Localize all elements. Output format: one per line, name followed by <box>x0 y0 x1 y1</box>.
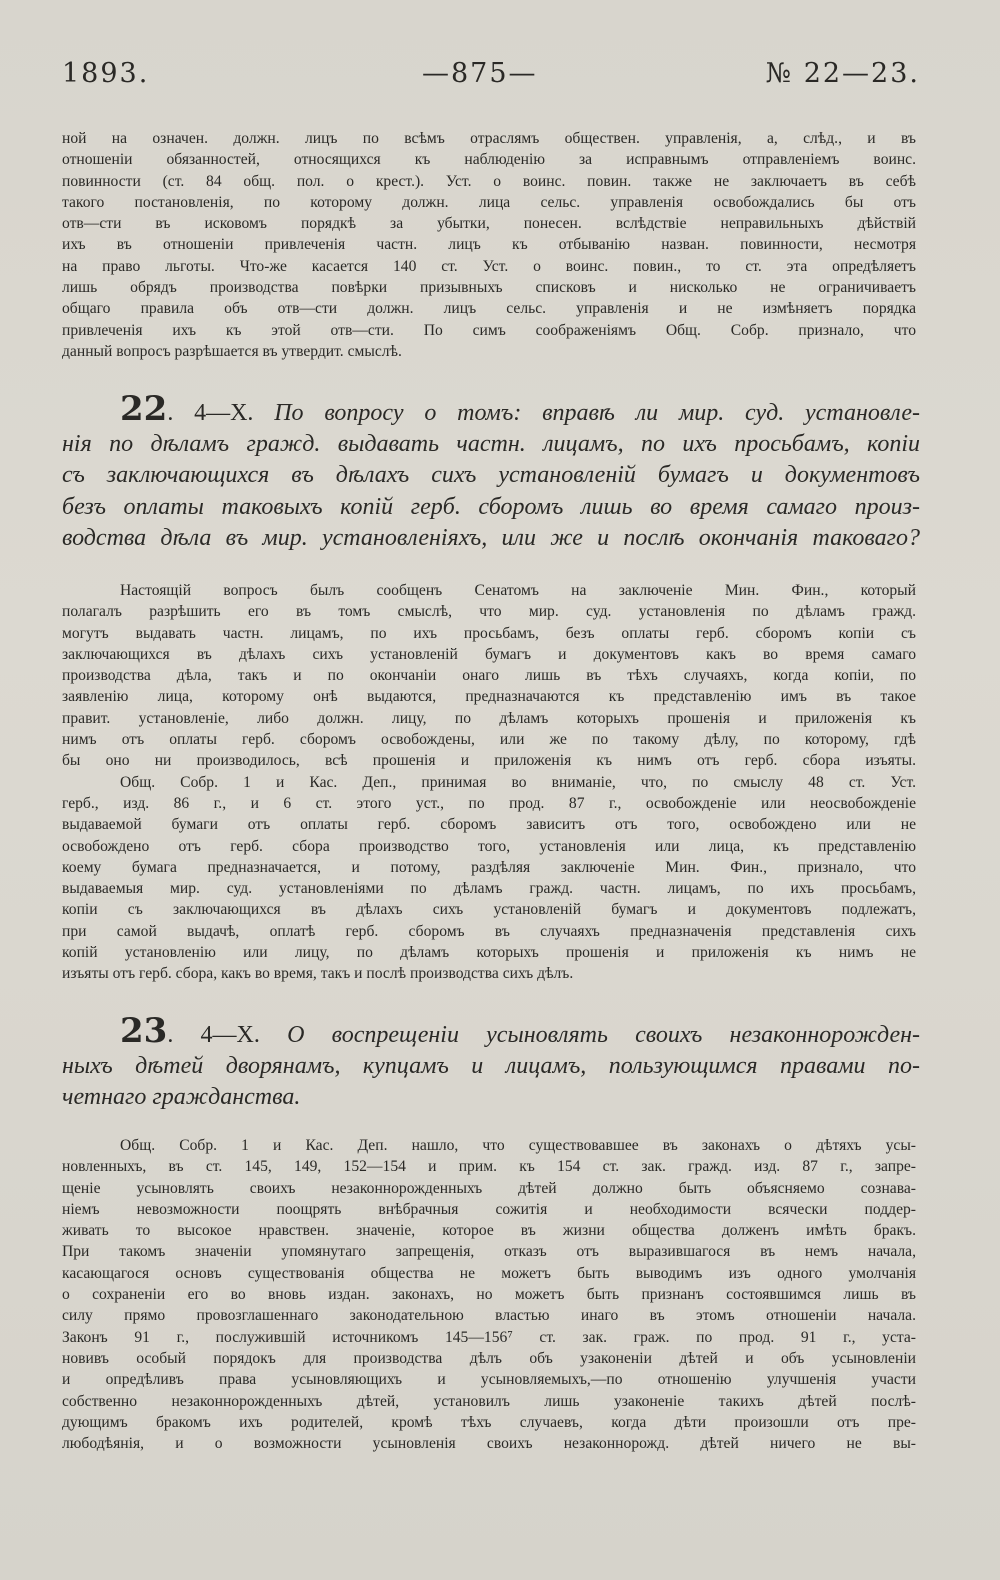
text-line: при самой выдачѣ, оплатѣ герб. сборомъ въ случаяхъ предназначенія представленія сихъ <box>62 922 916 940</box>
section-22-body <box>62 580 916 985</box>
text-line: на право льготы. Что-же касается 140 ст. Уст. о воинс. повин., то ст. эта опредѣляетъ <box>62 257 916 275</box>
text-line: коему бумага предназначается, и потому, раздѣляя заключеніе Мин. Фин., признало, что <box>62 858 916 876</box>
section-23-number: 23 <box>120 1016 168 1051</box>
text-line: Общ. Собр. 1 и Кас. Деп. нашло, что существовавшее въ законахъ о дѣтяхъ усы- <box>120 1137 916 1154</box>
text-line: новленныхъ, въ ст. 145, 149, 152—154 и прим. къ 154 ст. зак. гражд. изд. 87 г., запре- <box>62 1158 916 1176</box>
text-line: При такомъ значеніи упомянутаго запрещенія, отказъ отъ выразившагося въ немъ начала, <box>62 1243 916 1261</box>
text-line: выдаваемыя мир. суд. установленіями по дѣламъ гражд. частн. лицамъ, по ихъ просьбамъ, <box>62 880 916 898</box>
text-line: бы оно ни производилось, всѣ прошенія и приложенія къ нимъ отъ герб. сбора изъяты. <box>62 752 916 770</box>
heading-line: О воспрещеніи усыновлять своихъ незаконнорожден- <box>287 1022 920 1048</box>
text-line: заявленію лица, которому онѣ выдаются, предназначаются къ представленію имъ въ такое <box>62 688 916 706</box>
text-line: Общ. Собр. 1 и Кас. Деп., принимая во вниманіе, что, по смыслу 48 ст. Уст. <box>120 773 916 791</box>
text-line: правит. установленіе, либо должн. лицу, по дѣламъ которыхъ прошенія и приложенія къ <box>62 709 916 727</box>
header-page-number: —875— <box>422 58 538 89</box>
header-issue-number: № 22—23. <box>765 58 920 89</box>
text-line: Настоящій вопросъ былъ сообщенъ Сенатомъ на заключеніе Мин. Фин., который <box>120 582 916 599</box>
section-top-text <box>62 128 916 362</box>
text-line: общаго правила объ отв—сти должн. лицъ сельс. управленія и не измѣняетъ порядка <box>62 300 916 318</box>
text-line: живать то высокое нравствен. значеніе, которое въ жизни общества долженъ имѣть бракъ. <box>62 1222 916 1240</box>
text-line: могутъ выдавать частн. лицамъ, по ихъ просьбамъ, безъ оплаты герб. сборомъ копіи съ <box>62 624 916 642</box>
text-line: касающагося основъ существованія общества не можетъ быть выводимъ изъ одного умолчанія <box>62 1264 916 1282</box>
text-line: герб., изд. 86 г., и 6 ст. этого уст., по прод. 87 г., освобожденіе или неосвобожденіе <box>62 794 916 812</box>
text-line: привлеченія ихъ къ этой отв—сти. По симъ соображеніямъ Общ. Собр. признало, что <box>62 321 916 339</box>
text-line: Законъ 91 г., послужившій источникомъ 145—156⁷ ст. зак. граж. по прод. 91 г., уста- <box>62 1328 916 1346</box>
section-22-number: 22 <box>120 394 168 429</box>
section-23-body <box>62 1135 916 1454</box>
text-line: и опредѣливъ права усыновляющихъ и усыновляемыхъ,—по отношенію улучшенія участи <box>62 1371 916 1389</box>
text-line: силу прямо провозглашеннаго законодательною властью инаго въ этомъ отношеніи начала. <box>62 1307 916 1325</box>
text-line: отношеніи обязанностей, относящихся къ наблюденію за исправнымъ отправленіемъ воинс. <box>62 151 916 169</box>
section-22-heading <box>62 394 920 554</box>
header-year: 1893. <box>62 58 150 89</box>
text-line: щеніе усыновлять своихъ незаконнорожденныхъ дѣтей должно быть объясняемо сознава- <box>62 1179 916 1197</box>
heading-line: водства дѣла въ мир. установленіяхъ, или же и послѣ окончанія таковаго? <box>62 524 920 551</box>
text-line: производства дѣла, такъ и по окончаніи онаго лишь въ тѣхъ случаяхъ, когда копіи, по <box>62 667 916 685</box>
text-line: заключающихся въ дѣлахъ сихъ установленій бумагъ и документовъ какъ во время самаго <box>62 645 916 663</box>
text-line: нимъ отъ оплаты герб. сборомъ освобождены, или же по такому дѣлу, по которому, гдѣ <box>62 731 916 749</box>
text-line: дующимъ бракомъ ихъ родителей, кромѣ тѣхъ случаевъ, когда дѣти произошли отъ пре- <box>62 1413 916 1431</box>
text-line: лишь обрядъ производства повѣрки призывныхъ списковъ и нисколько не ограничиваетъ <box>62 279 916 297</box>
heading-line: По вопросу о томъ: вправѣ ли мир. суд. установле- <box>274 400 920 426</box>
heading-line: нія по дѣламъ гражд. выдавать частн. лицамъ, по ихъ просьбамъ, копіи <box>62 431 920 458</box>
text-line: полагалъ разрѣшить его въ томъ смыслѣ, что мир. суд. установленія по дѣламъ гражд. <box>62 603 916 621</box>
text-line: повинности (ст. 84 общ. пол. о крест.). Уст. о воинс. повин. также не заключаетъ въ себѣ <box>62 172 916 190</box>
text-line: о сохраненіи его во вновь издан. законахъ, но можетъ быть признанъ состоявшимся лишь въ <box>62 1286 916 1304</box>
heading-line: съ заключающихся въ дѣлахъ сихъ установленій бумагъ и документовъ <box>62 462 920 489</box>
text-line: ной на означен. должн. лицъ по всѣмъ отраслямъ обществен. управленія, а, слѣд., и въ <box>62 130 916 147</box>
section-23-date: . 4—X. <box>167 1022 260 1048</box>
heading-line: ныхъ дѣтей дворянамъ, купцамъ и лицамъ, пользующимся правами по- <box>62 1053 920 1080</box>
section-22-date: . 4—X. <box>167 400 254 426</box>
text-line: отв—сти въ исковомъ порядкѣ за убытки, понесен. вслѣдствіе неправильныхъ дѣйствій <box>62 215 916 233</box>
text-line: изъяты отъ герб. сбора, какъ во время, такъ и послѣ производства сихъ дѣлъ. <box>62 965 574 983</box>
text-line: освобождено отъ герб. сбора производство того, установленія или лица, къ представленію <box>62 837 916 855</box>
section-23-heading <box>62 1016 920 1114</box>
text-line: выдаваемой бумаги отъ оплаты герб. сборомъ зависитъ отъ того, освобождено или не <box>62 816 916 834</box>
text-line: копій установленію или лицу, по дѣламъ которыхъ прошенія и приложенія къ нимъ не <box>62 944 916 962</box>
text-line: данный вопросъ разрѣшается въ утвердит. смыслѣ. <box>62 342 402 360</box>
text-line: любодѣянія, и о возможности усыновленія своихъ незаконнорожд. дѣтей ничего не вы- <box>62 1435 916 1453</box>
heading-line: четнаго гражданства. <box>62 1084 301 1111</box>
text-line: ихъ въ отношеніи привлеченія частн. лицъ къ отбыванію назван. повинности, несмотря <box>62 236 916 254</box>
text-line: такого постановленія, по которому должн. лица сельс. управленія освобождались бы отъ <box>62 193 916 211</box>
text-line: собственно незаконнорожденныхъ дѣтей, установилъ лишь узаконеніе такихъ дѣтей послѣ- <box>62 1392 916 1410</box>
heading-line: безъ оплаты таковыхъ копій герб. сборомъ лишь во время самаго произ- <box>62 493 920 520</box>
text-line: новивъ особый порядокъ для производства дѣлъ объ узаконеніи дѣтей и объ усыновленіи <box>62 1349 916 1367</box>
page-header <box>62 58 920 98</box>
text-line: копіи съ заключающихся въ дѣлахъ сихъ установленій бумагъ и документовъ подлежатъ, <box>62 901 916 919</box>
text-line: ніемъ невозможности поощрять внѣбрачныя сожитія и необходимости всячески поддер- <box>62 1200 916 1218</box>
